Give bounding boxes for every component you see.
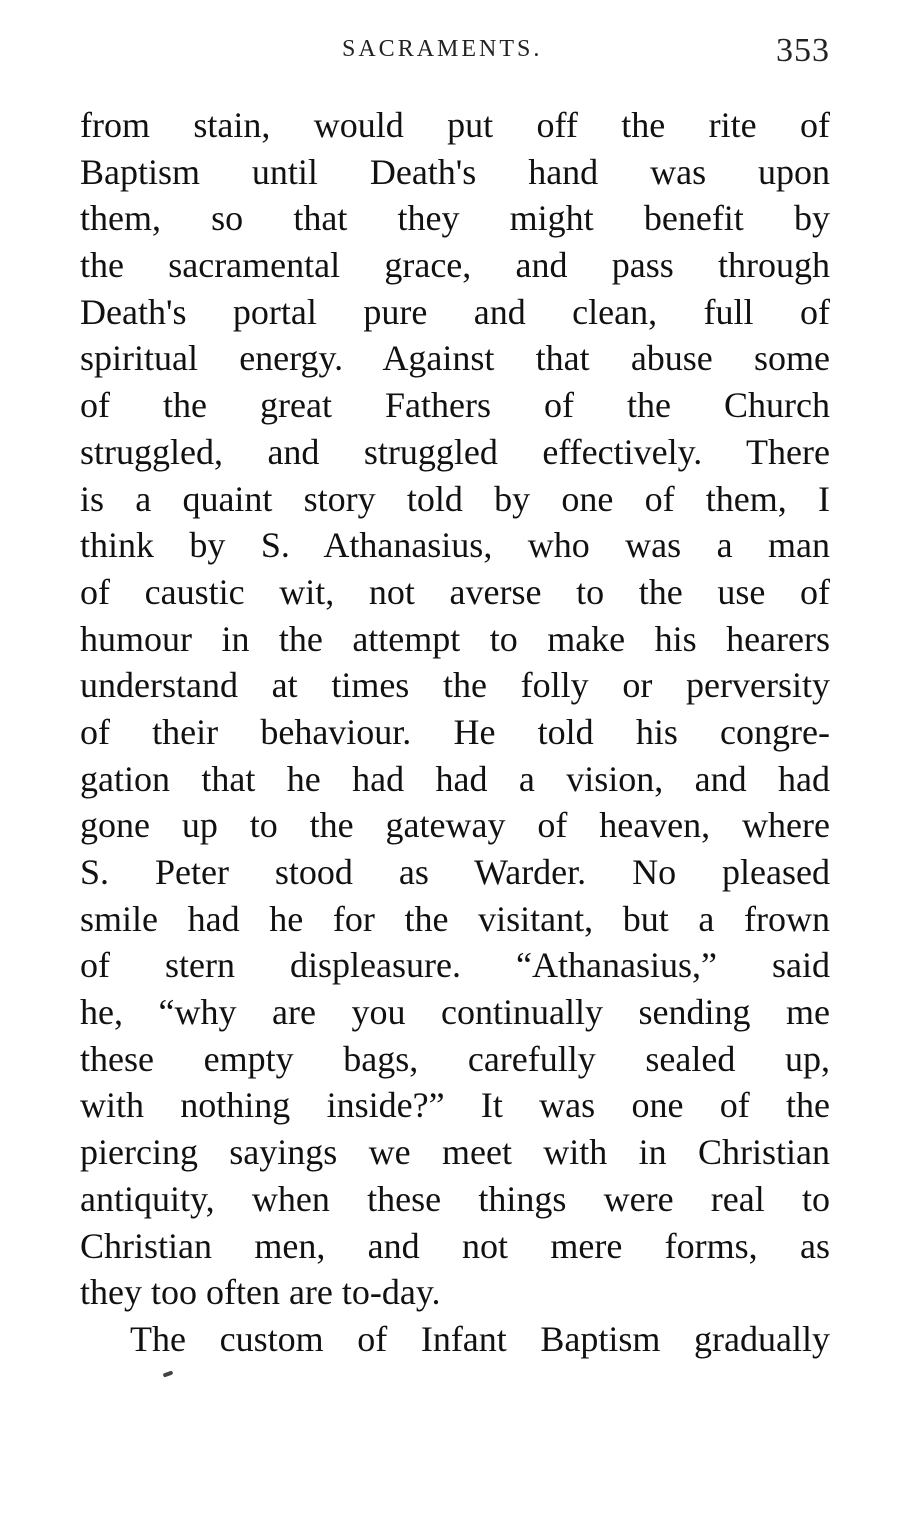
text-line: of their behaviour. He told his congre- — [80, 711, 830, 752]
text-line: the sacramental grace, and pass through — [80, 245, 830, 286]
text-line: them, so that they might benefit by — [80, 198, 830, 239]
running-title: SACRAMENTS. — [342, 36, 543, 62]
text-line: antiquity, when these things were real to — [80, 1178, 830, 1219]
text-line: of stern displeasure. “Athanasius,” said — [80, 945, 830, 986]
body-text — [80, 102, 830, 1363]
text-line: humour in the attempt to make his hearers — [80, 618, 830, 659]
text-line: from stain, would put off the rite of — [80, 105, 830, 145]
running-head — [80, 30, 840, 70]
text-line: gone up to the gateway of heaven, where — [80, 805, 830, 846]
text-line: these empty bags, carefully sealed up, — [80, 1038, 830, 1079]
text-line: think by S. Athanasius, who was a man — [80, 525, 830, 566]
paragraph-start-line: The custom of Infant Baptism gradually — [130, 1318, 830, 1359]
paragraph-end-line: they too often are to-day. — [80, 1272, 441, 1313]
text-line: Christian men, and not mere forms, as — [80, 1225, 830, 1266]
text-line: smile had he for the visitant, but a frown — [80, 898, 830, 939]
text-line: piercing sayings we meet with in Christian — [80, 1132, 830, 1173]
ink-speck — [163, 1370, 174, 1377]
text-line: Baptism until Death's hand was upon — [80, 151, 830, 192]
text-line: struggled, and struggled effectively. There — [80, 431, 830, 472]
text-line: of the great Fathers of the Church — [80, 385, 830, 426]
text-line: of caustic wit, not averse to the use of — [80, 571, 830, 612]
text-line: Death's portal pure and clean, full of — [80, 291, 830, 332]
text-line: he, “why are you continually sending me — [80, 992, 830, 1033]
page-number: 353 — [776, 32, 830, 69]
text-line: spiritual energy. Against that abuse some — [80, 338, 830, 379]
text-line: S. Peter stood as Warder. No pleased — [80, 852, 830, 892]
text-line: understand at times the folly or perversity — [80, 665, 830, 706]
text-line: with nothing inside?” It was one of the — [80, 1085, 830, 1126]
text-line: is a quaint story told by one of them, I — [80, 478, 830, 519]
text-line: gation that he had had a vision, and had — [80, 758, 830, 799]
